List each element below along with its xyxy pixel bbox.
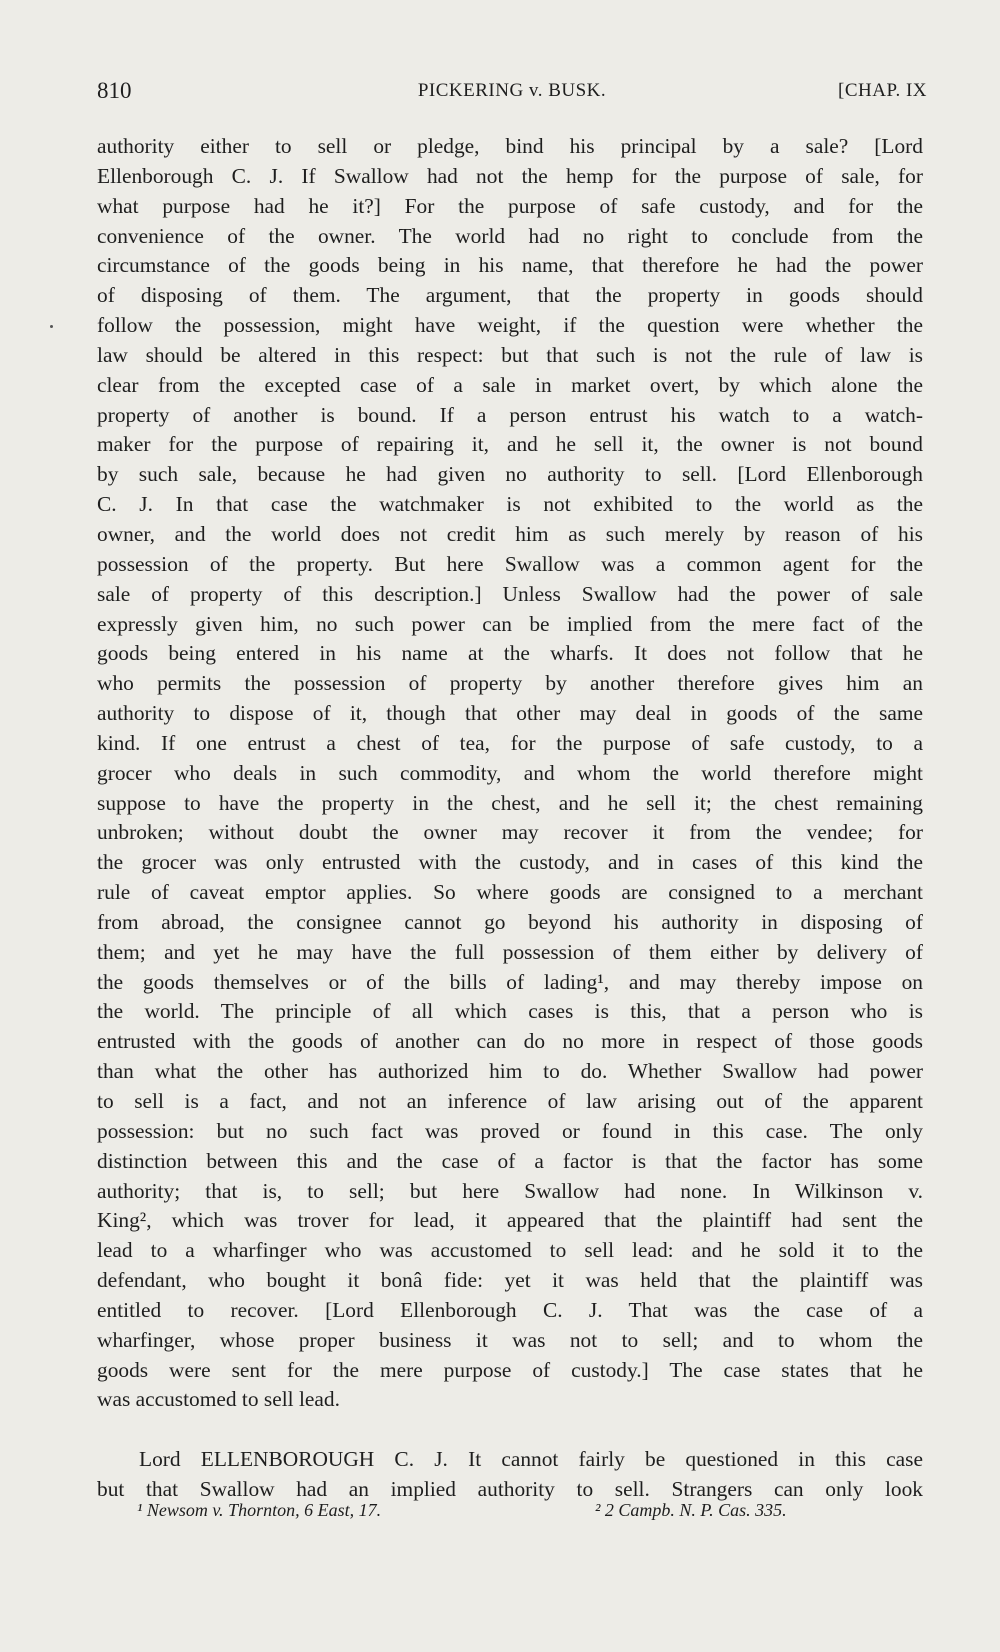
text-line: convenience of the owner. The world had no right to conclude from the (97, 223, 923, 248)
text-line: entrusted with the goods of another can do no more in respect of those goods (97, 1029, 923, 1054)
text-line: than what the other has authorized him to do. Whether Swallow had power (97, 1059, 923, 1084)
text-line: owner, and the world does not credit him as such merely by reason of his (97, 521, 923, 546)
margin-speck (50, 325, 53, 328)
footnote-1: ¹ Newsom v. Thornton, 6 East, 17. (137, 1500, 382, 1520)
text-line: grocer who deals in such commodity, and whom the world therefore might (97, 760, 923, 785)
text-line: sale of property of this description.] Unless Swallow had the power of sale (97, 581, 923, 606)
text-line: of disposing of them. The argument, that the property in goods should (97, 283, 923, 308)
text-line: Lord ELLENBOROUGH C. J. It cannot fairly be questioned in this case (139, 1447, 923, 1472)
text-line: from abroad, the consignee cannot go beyond his authority in disposing of (97, 909, 923, 934)
text-line: but that Swallow had an implied authority to sell. Strangers can only look (97, 1477, 923, 1502)
text-line: goods being entered in his name at the wharfs. It does not follow that he (97, 641, 923, 666)
running-title: PICKERING v. BUSK. (417, 80, 607, 101)
text-line: kind. If one entrust a chest of tea, for the purpose of safe custody, to a (97, 730, 923, 755)
text-line: the goods themselves or of the bills of lading¹, and may thereby impose on (97, 969, 923, 994)
text-line: authority to dispose of it, though that other may deal in goods of the same (97, 701, 923, 726)
text-line: them; and yet he may have the full possession of them either by delivery of (97, 939, 923, 964)
text-line: the world. The principle of all which cases is this, that a person who is (97, 999, 923, 1024)
text-line: goods were sent for the mere purpose of custody.] The case states that he (97, 1357, 923, 1382)
text-line: possession of the property. But here Swallow was a common agent for the (97, 551, 923, 576)
text-line: lead to a wharfinger who was accustomed to sell lead: and he sold it to the (97, 1238, 923, 1263)
text-line: the grocer was only entrusted with the custody, and in cases of this kind the (97, 850, 923, 875)
text-line: entitled to recover. [Lord Ellenborough C. J. That was the case of a (97, 1297, 923, 1322)
text-line: authority; that is, to sell; but here Swallow had none. In Wilkinson v. (97, 1178, 923, 1203)
text-line: suppose to have the property in the chest, and he sell it; the chest remaining (97, 790, 923, 815)
text-line: authority either to sell or pledge, bind his principal by a sale? [Lord (97, 134, 923, 158)
text-line: rule of caveat emptor applies. So where goods are consigned to a merchant (97, 880, 923, 905)
text-line: distinction between this and the case of a factor is that the factor has some (97, 1148, 923, 1173)
text-line: wharfinger, whose proper business it was not to sell; and to whom the (97, 1327, 923, 1352)
footnote-2: ² 2 Campb. N. P. Cas. 335. (595, 1500, 787, 1520)
page-number: 810 (97, 78, 132, 103)
paragraph-judgment (97, 1445, 923, 1505)
text-line: defendant, who bought it bonâ fide: yet it was held that the plaintiff was (97, 1268, 923, 1293)
text-line: Ellenborough C. J. If Swallow had not the hemp for the purpose of sale, for (97, 163, 923, 188)
chapter-label: [CHAP. IX (838, 80, 927, 101)
text-line: clear from the excepted case of a sale in market overt, by which alone the (97, 372, 923, 397)
body-text (97, 132, 923, 1505)
paragraph-gap (97, 1415, 923, 1445)
text-line: who permits the possession of property by another therefore gives him an (97, 671, 923, 696)
text-line: unbroken; without doubt the owner may recover it from the vendee; for (97, 820, 923, 845)
text-line: follow the possession, might have weight, if the question were whether the (97, 313, 923, 338)
footnotes (137, 1500, 857, 1526)
text-line: maker for the purpose of repairing it, and he sell it, the owner is not bound (97, 432, 923, 457)
text-line: King², which was trover for lead, it appeared that the plaintiff had sent the (97, 1208, 923, 1233)
text-line: C. J. In that case the watchmaker is not exhibited to the world as the (97, 492, 923, 517)
text-line: law should be altered in this respect: but that such is not the rule of law is (97, 342, 923, 367)
page-header (97, 78, 927, 108)
text-line: by such sale, because he had given no authority to sell. [Lord Ellenborough (97, 462, 923, 487)
paragraph-argument (97, 132, 923, 1415)
text-line: possession: but no such fact was proved or found in this case. The only (97, 1118, 923, 1143)
text-line: was accustomed to sell lead. (97, 1387, 340, 1412)
text-line: to sell is a fact, and not an inference of law arising out of the apparent (97, 1089, 923, 1113)
text-line: what purpose had he it?] For the purpose of safe custody, and for the (97, 193, 923, 218)
text-line: property of another is bound. If a person entrust his watch to a watch- (97, 402, 923, 427)
text-line: circumstance of the goods being in his name, that therefore he had the power (97, 253, 923, 278)
text-line: expressly given him, no such power can be implied from the mere fact of the (97, 611, 923, 636)
